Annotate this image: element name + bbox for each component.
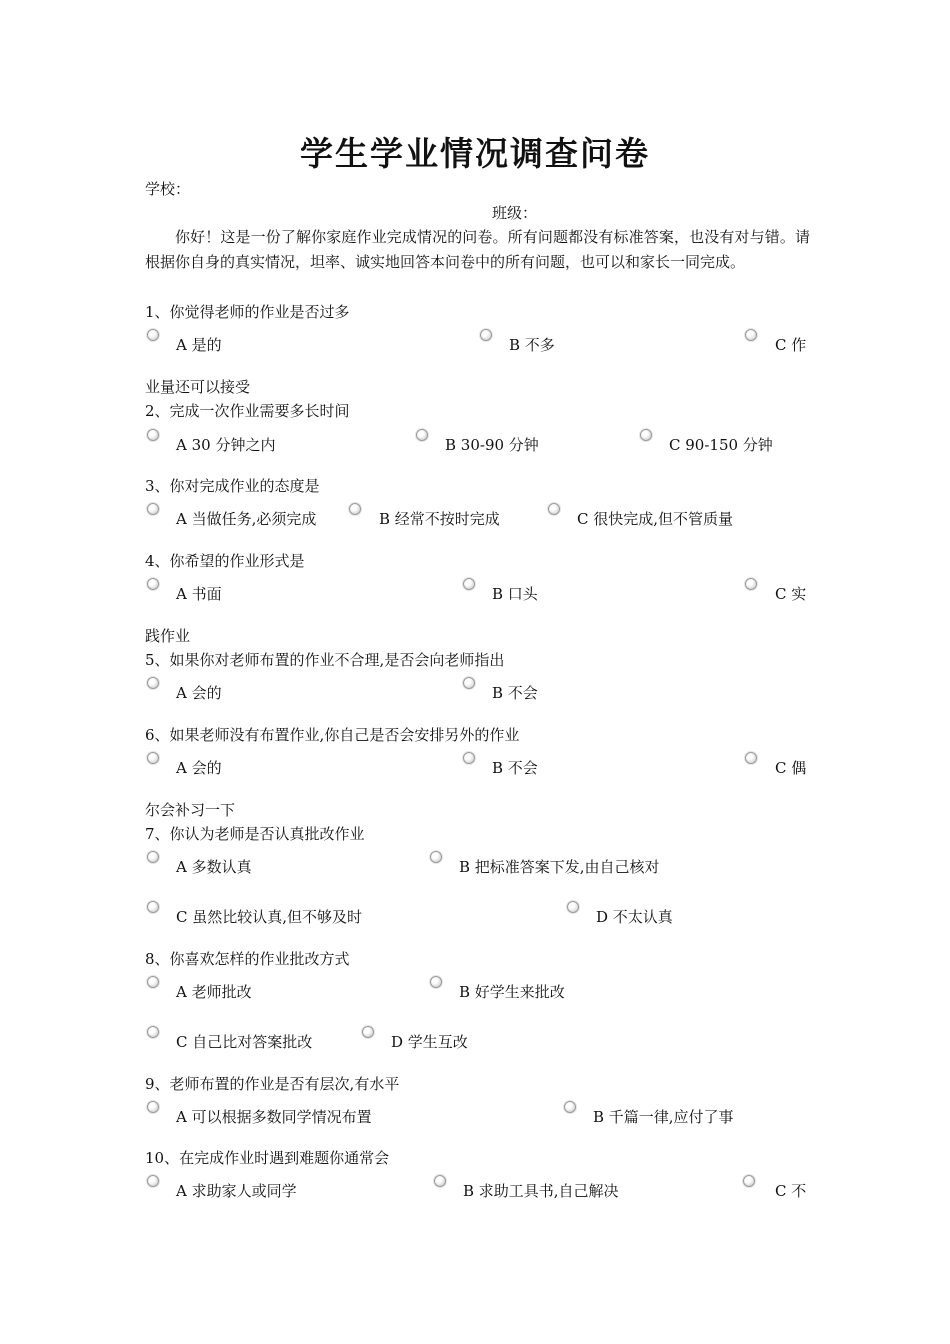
q7-option-c-label[interactable]: C 虽然比较认真,但不够及时	[176, 908, 363, 926]
q6-option-c-radio[interactable]	[745, 752, 757, 764]
q4-option-c-wrap: 践作业	[145, 627, 191, 645]
q8-option-d-label[interactable]: D 学生互改	[391, 1033, 468, 1051]
question-8-text: 8、你喜欢怎样的作业批改方式	[145, 950, 350, 968]
q1-option-c-label[interactable]: C 作	[775, 336, 807, 354]
q3-option-c-radio[interactable]	[548, 503, 560, 515]
q1-option-a-radio[interactable]	[147, 329, 159, 341]
q8-option-a-label[interactable]: A 老师批改	[176, 983, 252, 1001]
question-7-text: 7、你认为老师是否认真批改作业	[145, 825, 365, 843]
q7-option-b-radio[interactable]	[430, 851, 442, 863]
q2-option-c-radio[interactable]	[640, 429, 652, 441]
q6-option-b-label[interactable]: B 不会	[492, 759, 538, 777]
q8-option-d-radio[interactable]	[362, 1026, 374, 1038]
intro-paragraph: 你好！这是一份了解你家庭作业完成情况的问卷。所有问题都没有标准答案，也没有对与错。请根据你自身的真实情况，坦率、诚实地回答本问卷中的所有问题，也可以和家长一同完成。	[145, 228, 810, 271]
q2-option-a-radio[interactable]	[147, 429, 159, 441]
q8-option-c-label[interactable]: C 自己比对答案批改	[176, 1033, 313, 1051]
question-3-text: 3、你对完成作业的态度是	[145, 477, 320, 495]
q3-option-a-label[interactable]: A 当做任务,必须完成	[176, 510, 317, 528]
q7-option-a-radio[interactable]	[147, 851, 159, 863]
q7-option-d-label[interactable]: D 不太认真	[596, 908, 673, 926]
q3-option-c-label[interactable]: C 很快完成,但不管质量	[577, 510, 734, 528]
q5-option-b-label[interactable]: B 不会	[492, 684, 538, 702]
q7-option-d-radio[interactable]	[567, 901, 579, 913]
q10-option-a-radio[interactable]	[147, 1175, 159, 1187]
q1-option-c-radio[interactable]	[745, 329, 757, 341]
q6-option-a-radio[interactable]	[147, 752, 159, 764]
page-title: 学生学业情况调查问卷	[300, 134, 650, 173]
question-10-text: 10、在完成作业时遇到难题你通常会	[145, 1149, 390, 1167]
q9-option-b-radio[interactable]	[564, 1101, 576, 1113]
q2-option-c-label[interactable]: C 90-150 分钟	[669, 436, 773, 454]
question-2-text: 2、完成一次作业需要多长时间	[145, 402, 350, 420]
q4-option-b-radio[interactable]	[463, 578, 475, 590]
q10-option-b-radio[interactable]	[434, 1175, 446, 1187]
q3-option-b-label[interactable]: B 经常不按时完成	[379, 510, 500, 528]
q9-option-a-label[interactable]: A 可以根据多数同学情况布置	[176, 1108, 372, 1126]
q8-option-a-radio[interactable]	[147, 976, 159, 988]
q1-option-b-label[interactable]: B 不多	[509, 336, 555, 354]
q2-option-b-label[interactable]: B 30-90 分钟	[445, 436, 539, 454]
q10-option-b-label[interactable]: B 求助工具书,自己解决	[463, 1182, 619, 1200]
q10-option-a-label[interactable]: A 求助家人或同学	[176, 1182, 297, 1200]
q10-option-c-label[interactable]: C 不	[775, 1182, 807, 1200]
q5-option-a-radio[interactable]	[147, 677, 159, 689]
q5-option-a-label[interactable]: A 会的	[176, 684, 222, 702]
q6-option-b-radio[interactable]	[463, 752, 475, 764]
q3-option-b-radio[interactable]	[349, 503, 361, 515]
q9-option-b-label[interactable]: B 千篇一律,应付了事	[593, 1108, 734, 1126]
q2-option-b-radio[interactable]	[416, 429, 428, 441]
question-5-text: 5、如果你对老师布置的作业不合理,是否会向老师指出	[145, 651, 505, 669]
q4-option-c-radio[interactable]	[745, 578, 757, 590]
question-1-text: 1、你觉得老师的作业是否过多	[145, 303, 350, 321]
q8-option-b-radio[interactable]	[430, 976, 442, 988]
q6-option-a-label[interactable]: A 会的	[176, 759, 222, 777]
question-9-text: 9、老师布置的作业是否有层次,有水平	[145, 1075, 400, 1093]
q5-option-b-radio[interactable]	[463, 677, 475, 689]
q3-option-a-radio[interactable]	[147, 503, 159, 515]
q4-option-c-label[interactable]: C 实	[775, 585, 807, 603]
question-4-text: 4、你希望的作业形式是	[145, 552, 305, 570]
q9-option-a-radio[interactable]	[147, 1101, 159, 1113]
q7-option-c-radio[interactable]	[147, 901, 159, 913]
school-label: 学校：	[145, 180, 191, 198]
q1-option-a-label[interactable]: A 是的	[176, 336, 222, 354]
q4-option-b-label[interactable]: B 口头	[492, 585, 538, 603]
q7-option-a-label[interactable]: A 多数认真	[176, 858, 252, 876]
q4-option-a-radio[interactable]	[147, 578, 159, 590]
q8-option-b-label[interactable]: B 好学生来批改	[459, 983, 565, 1001]
q6-option-c-label[interactable]: C 偶	[775, 759, 807, 777]
q10-option-c-radio[interactable]	[743, 1175, 755, 1187]
q7-option-b-label[interactable]: B 把标准答案下发,由自己核对	[459, 858, 660, 876]
class-label: 班级：	[492, 204, 538, 222]
q2-option-a-label[interactable]: A 30 分钟之内	[176, 436, 276, 454]
question-6-text: 6、如果老师没有布置作业,你自己是否会安排另外的作业	[145, 726, 520, 744]
q1-option-c-wrap: 业量还可以接受	[145, 378, 251, 396]
q4-option-a-label[interactable]: A 书面	[176, 585, 222, 603]
q8-option-c-radio[interactable]	[147, 1026, 159, 1038]
q6-option-c-wrap: 尔会补习一下	[145, 801, 236, 819]
q1-option-b-radio[interactable]	[480, 329, 492, 341]
